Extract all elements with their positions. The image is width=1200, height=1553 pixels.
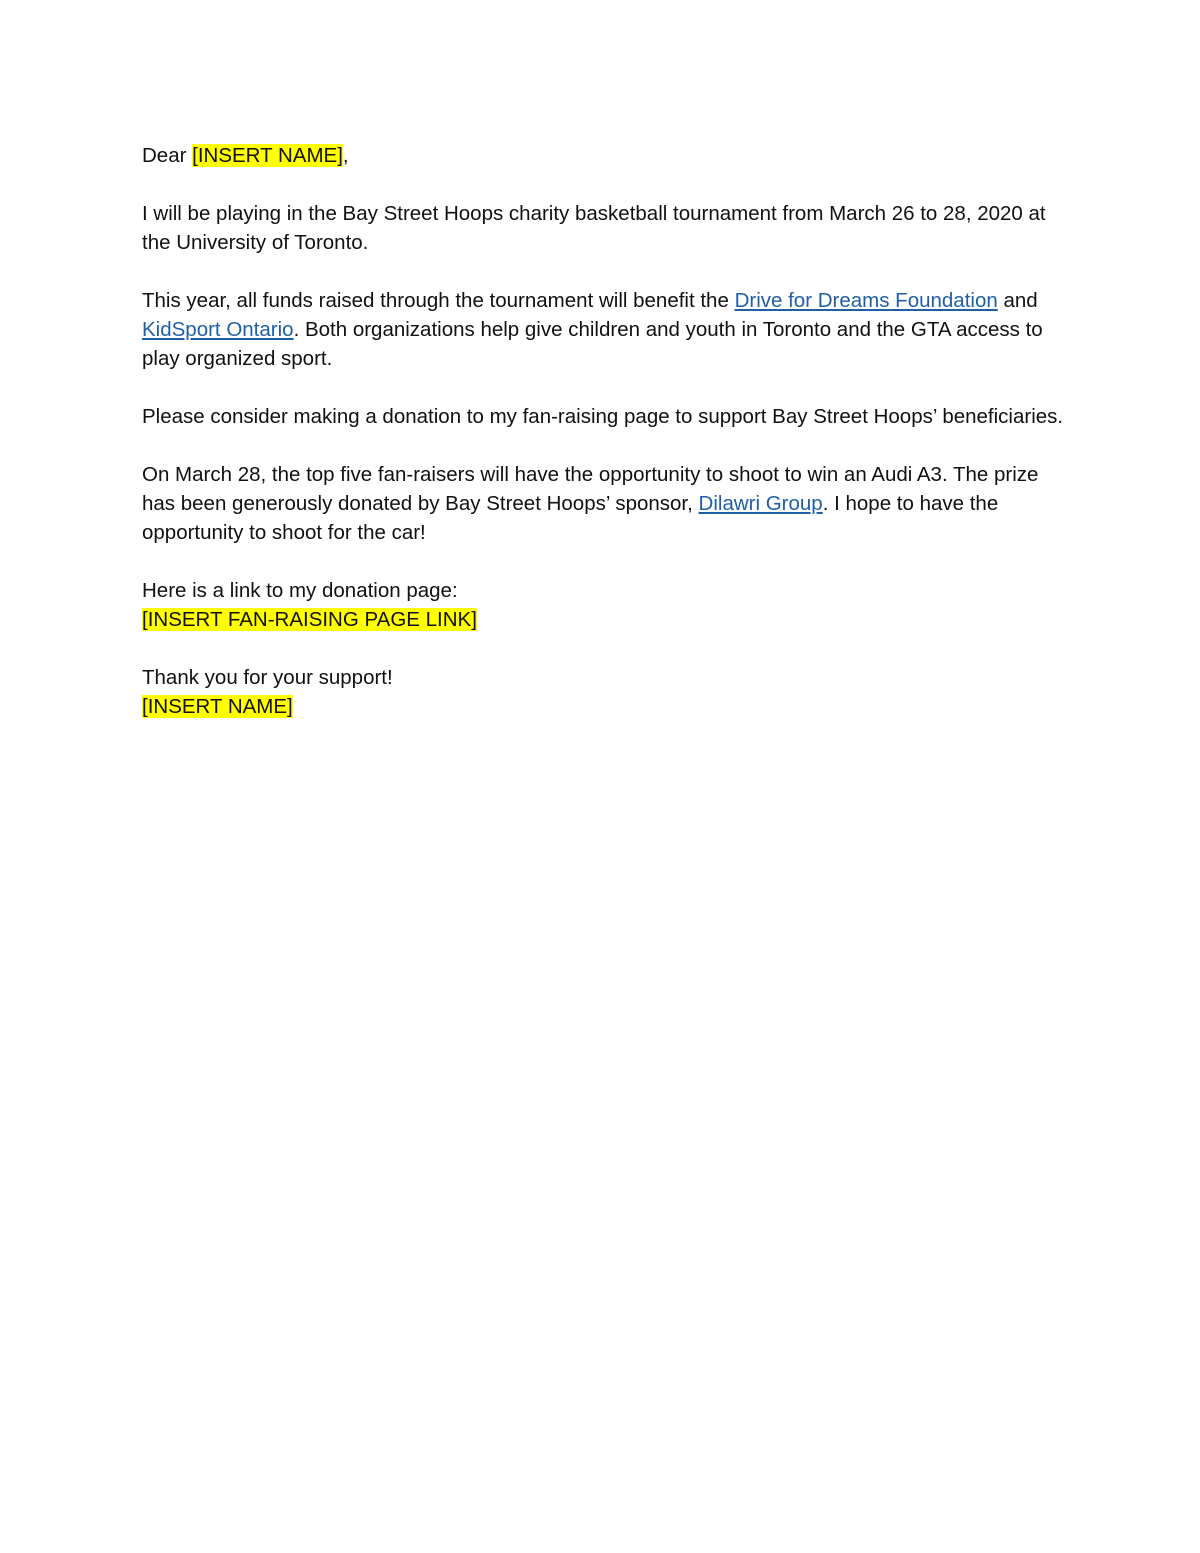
fan-raising-link-placeholder: [INSERT FAN-RAISING PAGE LINK]	[142, 608, 477, 631]
prize-text-start: On March 28, the top five fan-raisers will have the opportunity to shoot to win an Audi A3. The prize has been generously donated by Bay Street Hoops’ sponsor,	[142, 463, 1039, 515]
closing-text: Thank you for your support!	[142, 666, 393, 689]
paragraph-tournament-text: I will be playing in the Bay Street Hoops charity basketball tournament from March 26 to 28, 2020 at the University of Toronto.	[142, 202, 1046, 254]
paragraph-tournament	[142, 199, 1072, 257]
beneficiaries-text-and: and	[997, 289, 1038, 312]
paragraph-donation-link	[142, 576, 1072, 634]
closing	[142, 663, 1072, 721]
dilawri-group-link[interactable]: Dilawri Group	[698, 492, 823, 515]
paragraph-prize	[142, 460, 1072, 547]
kidsport-ontario-link[interactable]: KidSport Ontario	[142, 318, 294, 341]
beneficiaries-text-start: This year, all funds raised through the tournament will benefit the	[142, 289, 735, 312]
salutation-prefix: Dear	[142, 144, 193, 167]
donation-request-text: Please consider making a donation to my fan-raising page to support Bay Street Hoops’ beneficiaries.	[142, 405, 1064, 428]
salutation-suffix: ,	[342, 144, 349, 167]
sender-name-placeholder: [INSERT NAME]	[142, 695, 293, 718]
paragraph-beneficiaries	[142, 286, 1072, 373]
drive-for-dreams-link[interactable]: Drive for Dreams Foundation	[734, 289, 998, 312]
paragraph-donation-request	[142, 402, 1072, 431]
recipient-name-placeholder: [INSERT NAME]	[192, 144, 343, 167]
beneficiaries-text-end: . Both organizations help give children and youth in Toronto and the GTA access to play organized sport.	[142, 318, 1043, 370]
donation-link-intro: Here is a link to my donation page:	[142, 579, 458, 602]
letter-body	[142, 141, 1072, 721]
prize-text-end: . I hope to have the opportunity to shoot for the car!	[142, 492, 999, 544]
salutation	[142, 141, 1072, 170]
